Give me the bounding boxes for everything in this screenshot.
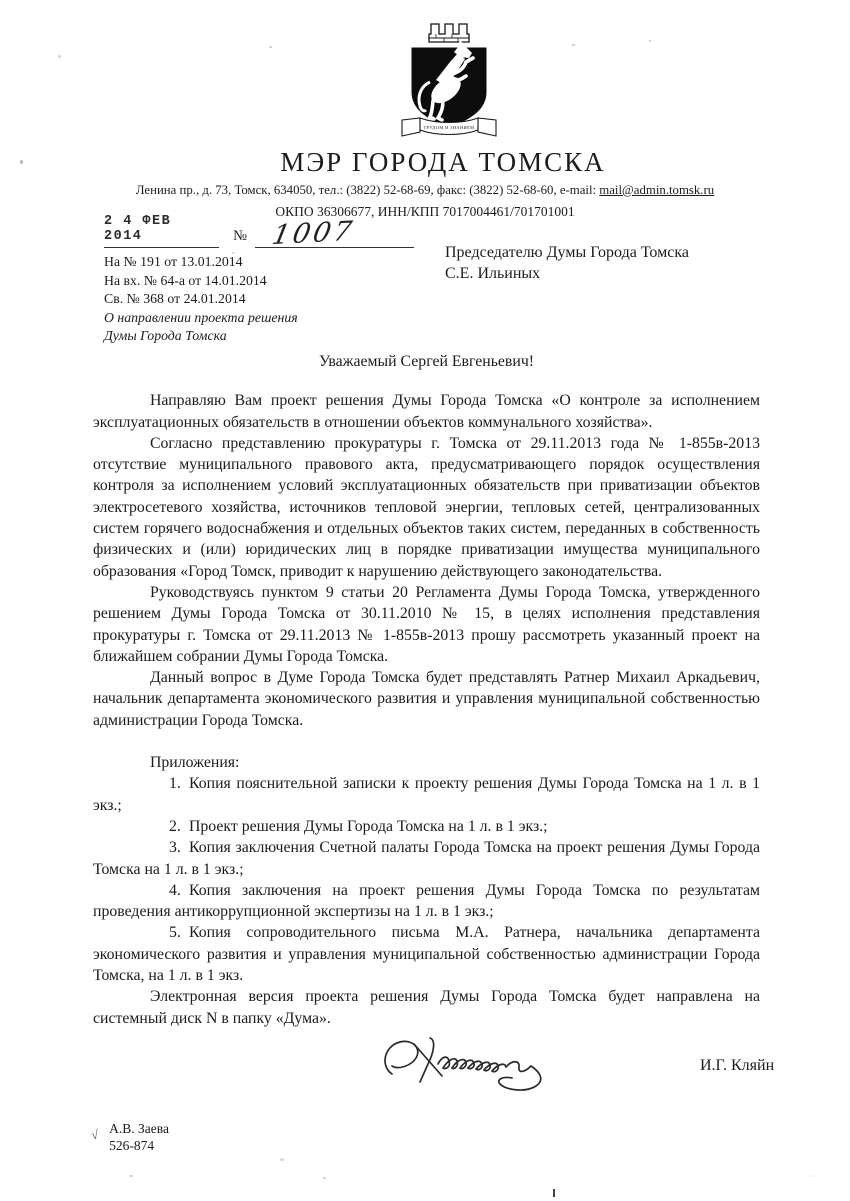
motto-text: ТРУДОМ И ЗНАНИЕМ xyxy=(423,125,475,130)
attachments-title: Приложения: xyxy=(150,754,240,772)
signer-name: И.Г. Кляйн xyxy=(700,1057,775,1074)
attachment-text: Копия пояснительной записки к проекту решения Думы Города Томска на 1 л. в 1 экз.; xyxy=(93,775,760,814)
executor-block xyxy=(92,1120,169,1154)
subject-line: Думы Города Томска xyxy=(104,328,227,343)
executor-info xyxy=(109,1120,169,1154)
date-number-row xyxy=(104,214,414,252)
address-phone-text: Ленина пр., д. 73, Томск, 634050, тел.: (3822) 52-68-69, факс: (3822) 52-68-60, e-mail: xyxy=(135,183,600,197)
reference-block xyxy=(104,214,414,346)
ref-line: Св. № 368 от 24.01.2014 xyxy=(104,291,246,306)
body-paragraph: Данный вопрос в Думе Города Томска будет представлять Ратнер Михаил Аркадьевич, начальник департамента экономического развития и управления муниципальной собственностью администрации Города Томска. xyxy=(93,669,760,729)
addressee-title: Председателю Думы Города Томска xyxy=(445,244,689,261)
scan-speck xyxy=(280,1158,284,1161)
attachment-text: Копия сопроводительного письма М.А. Ратнера, начальника департамента экономического развития и управления муниципальной собственностью администрации Города Томска, на 1 л. в 1 экз. xyxy=(93,924,760,985)
salutation: Уважаемый Сергей Евгеньевич! xyxy=(318,353,535,370)
email-link: mail@admin.tomsk.ru xyxy=(599,183,715,197)
scan-speck xyxy=(323,1177,326,1179)
contact-line xyxy=(0,183,850,198)
scan-speck xyxy=(649,40,651,42)
attachment-number: 3. xyxy=(169,839,181,857)
executor-phone: 526-874 xyxy=(109,1138,155,1153)
attachment-item xyxy=(93,816,760,837)
scan-speck xyxy=(58,55,61,58)
scan-tick-mark xyxy=(553,1189,555,1197)
organization-name: МЭР ГОРОДА ТОМСКА xyxy=(280,147,606,177)
attachment-number: 2. xyxy=(169,817,181,835)
scan-speck xyxy=(20,160,23,164)
attachment-text: Проект решения Думы Города Томска на 1 л. в 1 экз.; xyxy=(189,817,548,835)
handwritten-outgoing-number: 1007 xyxy=(269,215,358,252)
scan-speck xyxy=(269,46,272,48)
attachments-section xyxy=(93,752,760,986)
mural-crown-icon xyxy=(429,24,469,42)
letterhead xyxy=(0,0,850,220)
subject-annotation xyxy=(104,309,414,346)
attachment-number: 4. xyxy=(169,881,181,899)
attachment-number: 5. xyxy=(169,924,181,942)
body-paragraph: Руководствуясь пунктом 9 статьи 20 Регламента Думы Города Томска, утвержденного решением Думы Города Томска от 30.11.2010 № 15, в целях исполнения представления прокуратуры г. Томска от 29.11.2013 № 1-855в-2013 прошу рассмотреть указанный проект на ближайшем собрании Думы Города Томска. xyxy=(93,583,760,665)
attachment-item xyxy=(93,880,760,923)
scan-speck xyxy=(572,44,575,46)
executor-name: А.В. Заева xyxy=(109,1121,169,1136)
date-stamp: 2 4 ФЕВ 2014 xyxy=(104,214,219,248)
tomsk-coat-of-arms-icon xyxy=(396,6,502,145)
body-paragraph: Согласно представлению прокуратуры г. Томска от 29.11.2013 года № 1-855в-2013 отсутствие муниципального правового акта, предусматривающего порядок осуществления контроля за исполнением условий эксплуатационных обязательств при приватизации объектов электросетевого хозяйства, источников тепловой энергии, тепловых сетей, централизованных систем горячего водоснабжения и отдельных объектов таких систем, переданных в собственность физических и (или) юридических лиц в порядке приватизации имущества муниципального образования «Город Томск, приводит к нарушению действующего законодательства. xyxy=(93,434,760,580)
scan-speck xyxy=(130,1175,133,1177)
closing-paragraph: Электронная версия проекта решения Думы Города Томска будет направлена на системный диск N в папку «Дума». xyxy=(93,988,760,1027)
scan-smudge: ······ xyxy=(805,1174,817,1180)
outgoing-number-line xyxy=(255,215,414,252)
check-mark: √ xyxy=(90,1126,100,1143)
addressee-name: С.Е. Ильиных xyxy=(445,264,541,282)
attachment-text: Копия заключения на проект решения Думы Города Томска по результатам проведения антикоррупционной экспертизы на 1 л. в 1 экз.; xyxy=(93,881,760,921)
addressee-block xyxy=(445,243,689,284)
scan-speck xyxy=(232,252,234,254)
handwritten-signature xyxy=(378,1030,606,1103)
ref-line: На № 191 от 13.01.2014 xyxy=(104,254,243,269)
registration-codes: ОКПО 36306677, ИНН/КПП 7017004461/701701001 xyxy=(275,204,575,219)
ref-line: На вх. № 64-а от 14.01.2014 xyxy=(104,272,267,288)
attachment-item xyxy=(93,922,760,986)
attachment-text: Копия заключения Счетной палаты Города Томска на проект решения Думы Города Томска на 1 л. в 1 экз.; xyxy=(93,839,760,878)
attachment-item xyxy=(93,837,760,880)
body-paragraph: Направляю Вам проект решения Думы Города Томска «О контроле за исполнением эксплуатационных обязательств в отношении объектов коммунального хозяйства». xyxy=(93,392,760,431)
attachment-item xyxy=(93,773,760,816)
number-sign: № xyxy=(233,228,247,244)
letter-body xyxy=(93,351,760,1029)
attachment-number: 1. xyxy=(169,775,181,793)
subject-line: О направлении проекта решения xyxy=(104,309,298,325)
reference-lines xyxy=(104,253,414,309)
